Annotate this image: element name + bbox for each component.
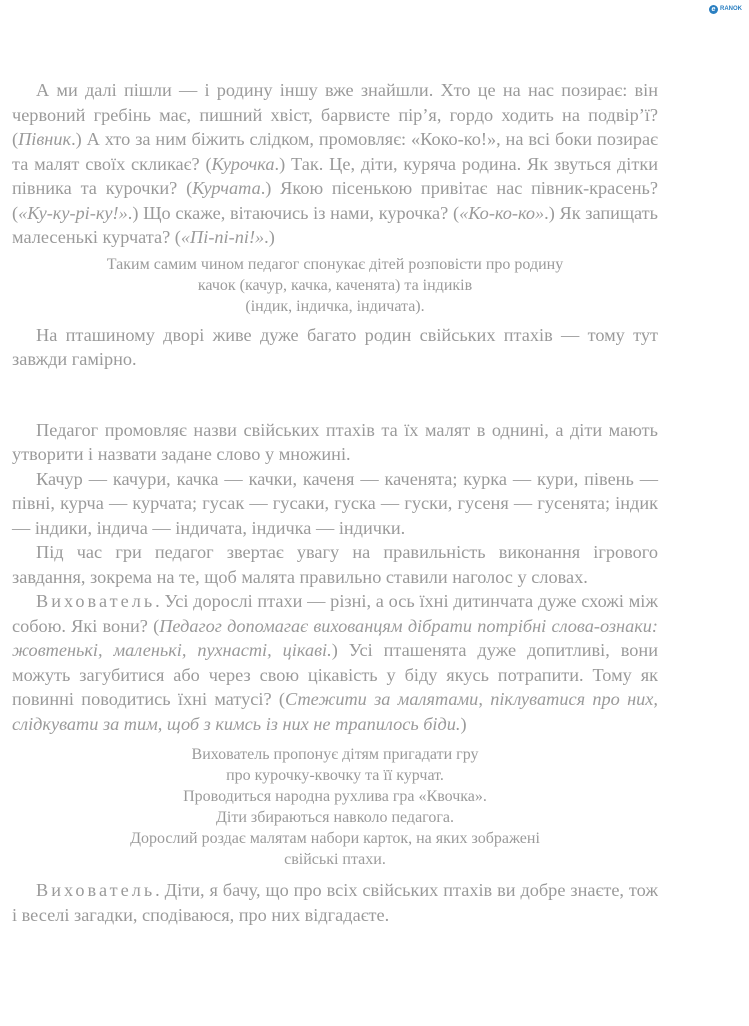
note-line: Таким самим чином педагог спонукає дітей розповісти про родину <box>106 255 564 273</box>
note-line: Вихователь пропонує дітям пригадати гру <box>191 746 479 763</box>
instruction-note-2 <box>12 744 658 870</box>
logo-text: RANOK <box>720 6 742 12</box>
paragraph-game-rules: Педагог промовляє назви свійських птахів та їх малят в однині, а діти мають утворити і назвати задане слово у множині. <box>12 419 658 464</box>
publisher-logo <box>709 2 749 16</box>
note-line: Діти збираються навколо педагога. <box>215 809 454 826</box>
logo-icon: e <box>709 5 718 14</box>
instruction-note-1 <box>12 254 658 317</box>
note-line: качок (качур, качка, каченята) та індиків <box>197 276 473 294</box>
speaker-label: Вихователь <box>36 880 156 900</box>
paragraph-teacher-riddles: Вихователь. Діти, я бачу, що про всіх свійських птахів ви добре знаєте, тож і веселі загадки, сподіваюся, про них відгадаєте. <box>12 880 658 925</box>
paragraph-teacher-chicks: Вихователь. Усі дорослі птахи — різні, а ось їхні дитинчата дуже схожі між собою. Які вони? (Педагог допомагає вихованцям дібрати потрібні слова-ознаки: жовтенькі, маленькі, пухнасті, цікаві.) Усі пташенята дуже допитливі, вони можуть загубитися або через свою цікавість у біду якусь потрапити. Тому як повинні поводитись їхні матусі? (Стежити за малятами, піклуватися про них, слідкувати за тим, щоб з кимсь із них не трапилось біди.) <box>12 591 658 734</box>
note-line: Дорослий роздає малятам набори карток, на яких зображені <box>130 830 540 847</box>
note-line: про курочку-квочку та її курчат. <box>226 767 444 784</box>
note-line: Проводиться народна рухлива гра «Квочка». <box>183 788 487 805</box>
paragraph-stress-note: Під час гри педагог звертає увагу на правильність виконання ігрового завдання, зокрема на те, щоб малята правильно ставили наголос у словах. <box>12 542 658 587</box>
note-line: (індик, індичка, індичата). <box>245 297 425 315</box>
speaker-label: Вихователь <box>36 591 156 611</box>
paragraph-word-list: Качур — качури, качка — качки, каченя — каченята; курка — кури, півень — півні, курча — курчата; гусак — гусаки, гуска — гуски, гусеня — гусенята; індик — індики, індича — індичата, індичка — індички. <box>12 468 658 538</box>
paragraph-poultry-yard: На пташиному дворі живе дуже багато родин свійських птахів — тому тут завжди гамірно. <box>12 324 658 369</box>
note-line: свійські птахи. <box>284 851 386 868</box>
page-content <box>12 78 658 927</box>
paragraph-poultry-family: А ми далі пішли — і родину іншу вже знайшли. Хто це на нас позирає: він червоний гребінь має, пишний хвіст, барвисте пір’я, гордо ходить на подвір’ї? (Півник.) А хто за ним біжить слідком, промовляє: «Коко-ко!», на всі боки позирає та малят своїх скликає? (Курочка.) Так. Це, діти, куряча родина. Як звуться дітки півника та курочки? (Курчата.) Якою пісенькою привітає нас півник-красень? («Ку-ку-рі-ку!».) Що скаже, вітаючись із нами, курочка? («Ко-ко-ко».) Як запищать малесенькі курчата? («Пі-пі-пі!».) <box>12 80 658 247</box>
